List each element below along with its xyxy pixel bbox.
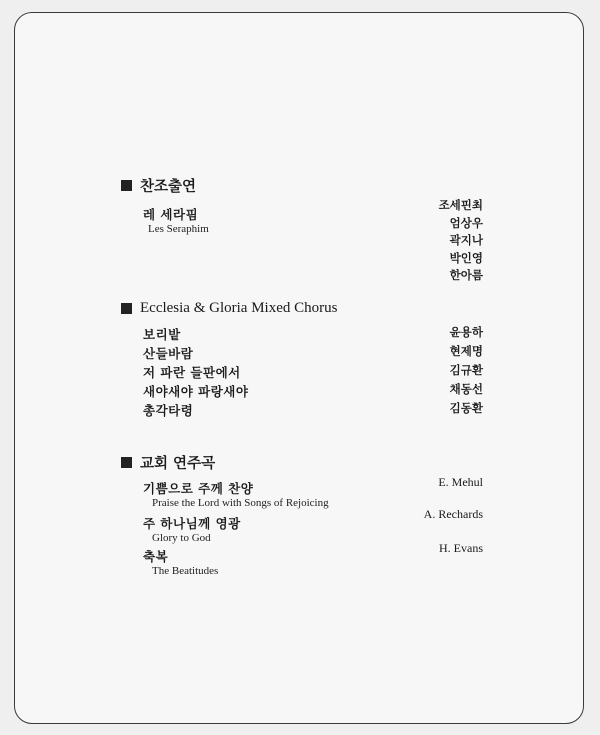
song-title: 새야새야 파랑새야 <box>143 384 249 399</box>
section-church-performance <box>121 452 483 582</box>
composer-name: 채동선 <box>449 382 483 396</box>
section-guest-performance <box>121 175 483 282</box>
piece-title-korean: 축복 <box>143 549 169 564</box>
piece-title-english: Les Seraphim <box>148 223 209 235</box>
song-list <box>143 324 483 419</box>
composer-name: 김동환 <box>449 401 483 415</box>
square-bullet-icon <box>121 457 132 468</box>
program-item <box>143 205 483 235</box>
performer-name: 한아름 <box>449 268 483 282</box>
section-title: Ecclesia & Gloria Mixed Chorus <box>140 299 338 316</box>
piece-title-korean: 기쁨으로 주께 찬양 <box>143 481 254 496</box>
composer-name: A. Rechards <box>423 507 483 521</box>
performer-name: 곽지나 <box>449 233 483 247</box>
square-bullet-icon <box>121 303 132 314</box>
piece-title-korean: 주 하나님께 영광 <box>143 516 241 531</box>
song-title: 보리밭 <box>143 327 181 342</box>
composer-name: 윤용하 <box>449 325 483 339</box>
song-row <box>143 324 483 343</box>
section-heading <box>121 452 483 472</box>
program-item <box>143 507 483 547</box>
performer-list <box>439 197 483 285</box>
song-title: 산들바람 <box>143 346 194 361</box>
song-row <box>143 400 483 419</box>
composer-name: H. Evans <box>439 541 483 555</box>
song-title: 총각타령 <box>143 403 194 418</box>
song-row <box>143 362 483 381</box>
section-title: 교회 연주곡 <box>140 454 216 472</box>
section-chorus <box>121 298 483 419</box>
section-title: 찬조출연 <box>140 177 197 195</box>
performer-name: 조세핀최 <box>438 198 483 212</box>
performer-name: 엄상우 <box>449 215 483 230</box>
composer-name: 현제명 <box>449 344 483 358</box>
piece-title-korean: 레 세라핌 <box>143 207 199 222</box>
song-row <box>143 343 483 362</box>
composer-name: E. Mehul <box>438 475 483 489</box>
song-title: 저 파란 들판에서 <box>143 365 241 380</box>
section-heading <box>121 298 483 318</box>
piece-title-english: The Beatitudes <box>152 565 219 577</box>
performer-name: 박인영 <box>449 250 483 265</box>
song-row <box>143 381 483 400</box>
piece-title-english: Praise the Lord with Songs of Rejoicing <box>152 497 329 509</box>
square-bullet-icon <box>121 180 132 191</box>
piece-title-english: Glory to God <box>152 532 211 544</box>
piece-list <box>143 475 483 582</box>
composer-name: 김규환 <box>449 363 483 377</box>
section-heading <box>121 175 483 195</box>
program-item <box>143 541 483 582</box>
